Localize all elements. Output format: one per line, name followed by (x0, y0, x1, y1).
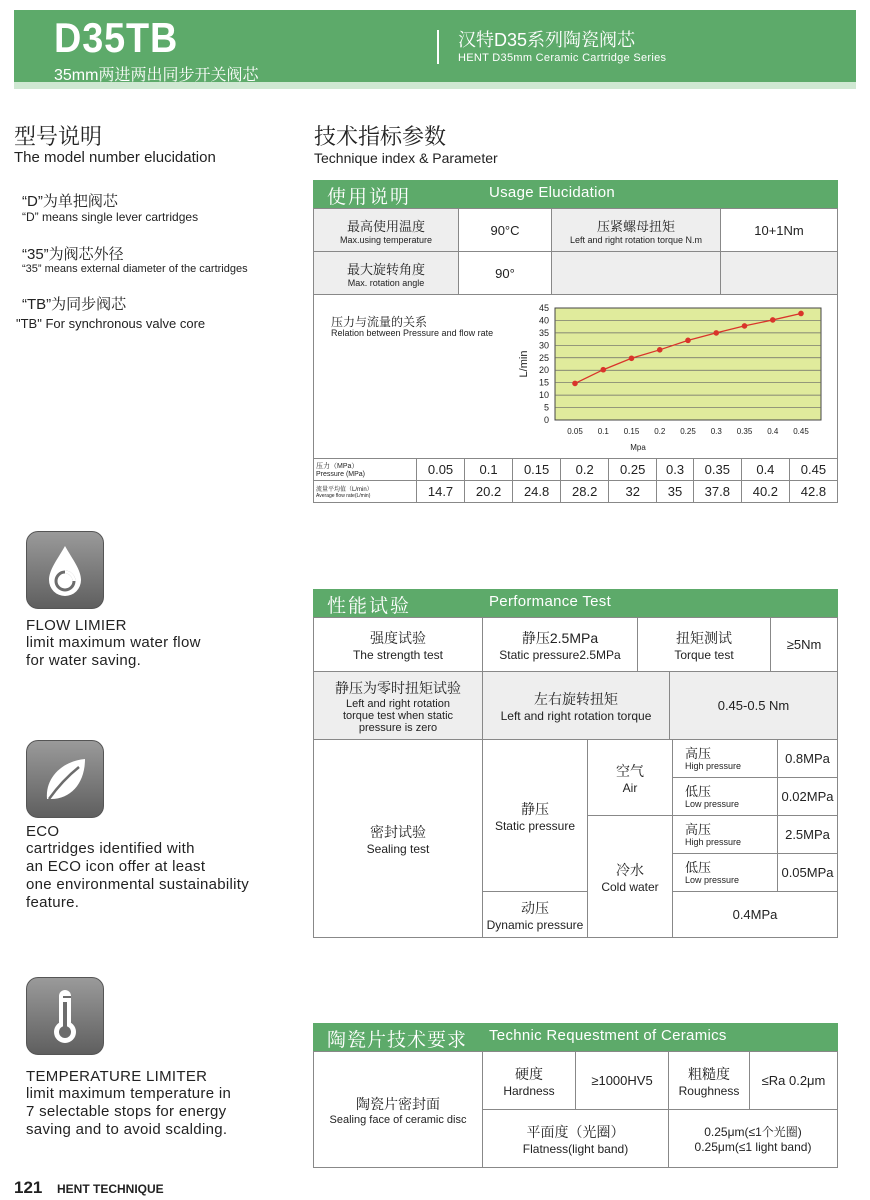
water-high-label: 高压 High pressure (673, 816, 778, 854)
flow-value: 37.8 (693, 481, 741, 503)
chart-title: 压力与流量的关系 (331, 315, 428, 329)
data-point (572, 381, 578, 387)
dynamic-cell: 动压 Dynamic pressure (483, 892, 588, 938)
pressure-value: 0.3 (657, 459, 694, 481)
angle-value: 90° (459, 252, 552, 295)
usage-table (313, 208, 838, 295)
flow-value: 40.2 (741, 481, 789, 503)
water-low-value: 0.05MPa (778, 854, 838, 892)
flatness-cell: 平面度（光圈） Flatness(light band) (483, 1110, 669, 1168)
torque-value: 10+1Nm (721, 209, 838, 252)
data-point (657, 347, 663, 353)
performance-bar-en: Performance Test (489, 593, 612, 610)
thermometer-icon (27, 978, 103, 1054)
lr-torque-value: 0.45-0.5 Nm (670, 672, 838, 740)
x-axis-label: Mpa (630, 443, 646, 452)
header-divider (437, 30, 439, 64)
model-section-title: 型号说明 (14, 124, 103, 149)
flow-value: 14.7 (417, 481, 465, 503)
usage-bar (313, 180, 838, 208)
tech-section-title: 技术指标参数 (314, 124, 447, 149)
model-item-en: “D” means single lever cartridges (22, 210, 199, 224)
usage-bar-cn: 使用说明 (327, 187, 412, 208)
air-low-label: 低压 Low pressure (673, 778, 778, 816)
roughness-cell: 粗糙度 Roughness (669, 1052, 750, 1110)
x-tick-label: 0.35 (736, 427, 753, 436)
flow-value: 24.8 (513, 481, 561, 503)
torque-label: 压紧螺母扭矩 Left and right rotation torque N.m (552, 209, 721, 252)
static-pressure-cell: 静压2.5MPa Static pressure2.5MPa (483, 618, 638, 672)
flow-value: 32 (609, 481, 657, 503)
water-high-value: 2.5MPa (778, 816, 838, 854)
y-tick-label: 40 (538, 315, 549, 326)
pressure-value: 0.2 (561, 459, 609, 481)
model-item-en: “35” means external diameter of the cartridges (22, 263, 248, 275)
max-temp-value: 90°C (459, 209, 552, 252)
data-point (629, 355, 635, 361)
pressure-value: 0.4 (741, 459, 789, 481)
pressure-value: 0.05 (417, 459, 465, 481)
flow-header: 流量平均值（L/min） Average flow rate(L/min) (314, 481, 417, 503)
data-point (713, 330, 719, 336)
lr-torque-cell: 左右旋转扭矩 Left and right rotation torque (483, 672, 670, 740)
sealing-test-cell: 密封试验 Sealing test (314, 740, 483, 938)
x-tick-label: 0.3 (710, 427, 722, 436)
tech-section-subtitle: Technique index & Parameter (314, 150, 498, 166)
air-low-value: 0.02MPa (778, 778, 838, 816)
empty-cell (721, 252, 838, 295)
temperature-badge (26, 977, 104, 1055)
performance-bar-cn: 性能试验 (327, 596, 412, 617)
hardness-value: ≥1000HV5 (576, 1052, 669, 1110)
data-point (742, 323, 748, 329)
y-axis-label: L/min (518, 350, 530, 378)
pressure-value: 0.15 (513, 459, 561, 481)
feature-desc: limit maximum water flow for water saving. (26, 634, 201, 669)
y-tick-label: 10 (538, 390, 549, 401)
pressure-value: 0.35 (693, 459, 741, 481)
flow-value: 20.2 (465, 481, 513, 503)
feature-title: TEMPERATURE LIMITER (26, 1068, 208, 1085)
ceramics-table (313, 1051, 838, 1168)
data-point (770, 317, 776, 323)
dynamic-value: 0.4MPa (673, 892, 838, 938)
y-tick-label: 35 (538, 327, 549, 338)
x-tick-label: 0.4 (767, 427, 779, 436)
footer-brand: HENT TECHNIQUE (57, 1182, 164, 1196)
eco-badge (26, 740, 104, 818)
x-tick-label: 0.2 (654, 427, 666, 436)
ceramics-bar-en: Technic Requestment of Ceramics (489, 1027, 727, 1044)
flow-limiter-badge (26, 531, 104, 609)
y-tick-label: 45 (538, 303, 549, 313)
model-item-cn: “TB”为同步阀芯 (22, 296, 127, 313)
leaf-icon (27, 741, 103, 817)
performance-table-mid (313, 671, 838, 740)
chart-subtitle: Relation between Pressure and flow rate (331, 328, 494, 338)
feature-desc: cartridges identified with an ECO icon offer at least one environmental sustainability feature. (26, 840, 250, 911)
pressure-header: 压力（MPa） Pressure (MPa) (314, 459, 417, 481)
sealing-face-cell: 陶瓷片密封面 Sealing face of ceramic disc (314, 1052, 483, 1168)
data-point (600, 367, 606, 373)
max-temp-label: 最高使用温度 Max.using temperature (314, 209, 459, 252)
strength-test-cell: 强度试验 The strength test (314, 618, 483, 672)
performance-table-top (313, 617, 838, 672)
feature-title: ECO (26, 823, 60, 840)
model-item-en: "TB" For synchronous valve core (16, 316, 206, 331)
pressure-value: 0.25 (609, 459, 657, 481)
data-point (798, 311, 804, 317)
cold-water-cell: 冷水 Cold water (588, 816, 673, 938)
sealing-table (313, 739, 838, 938)
x-tick-label: 0.1 (597, 427, 609, 436)
data-point (685, 338, 691, 344)
flatness-value: 0.25μm(≤1个光圈) 0.25μm(≤1 light band) (669, 1110, 838, 1168)
header-subtitle: 35mm两进两出同步开关阀芯 (54, 67, 259, 84)
plot-area (555, 308, 821, 420)
pressure-flow-chart (505, 298, 835, 453)
usage-bar-en: Usage Elucidation (489, 184, 616, 201)
model-code: D35TB (54, 14, 179, 61)
flow-table (313, 458, 838, 503)
air-cell: 空气 Air (588, 740, 673, 816)
angle-label: 最大旋转角度 Max. rotation angle (314, 252, 459, 295)
air-high-label: 高压 High pressure (673, 740, 778, 778)
y-tick-label: 5 (543, 402, 549, 413)
model-section-subtitle: The model number elucidation (14, 149, 216, 166)
flow-value: 35 (657, 481, 694, 503)
pressure-value: 0.45 (789, 459, 837, 481)
x-tick-label: 0.45 (793, 427, 809, 436)
ceramics-bar (313, 1023, 838, 1051)
model-item-cn: “D”为单把阀芯 (22, 193, 118, 210)
y-tick-label: 30 (538, 340, 549, 351)
torque-test-value: ≥5Nm (771, 618, 838, 672)
y-tick-label: 20 (538, 365, 549, 376)
water-drop-icon (27, 532, 103, 608)
x-tick-label: 0.15 (623, 427, 640, 436)
series-title-en: HENT D35mm Ceramic Cartridge Series (458, 52, 667, 64)
air-high-value: 0.8MPa (778, 740, 838, 778)
torque-test-cell: 扭矩测试 Torque test (638, 618, 771, 672)
feature-desc: limit maximum temperature in 7 selectable stops for energy saving and to avoid scalding. (26, 1085, 232, 1138)
static-cell: 静压 Static pressure (483, 740, 588, 892)
water-low-label: 低压 Low pressure (673, 854, 778, 892)
page-number: 121 (14, 1178, 43, 1197)
x-tick-label: 0.25 (680, 427, 696, 436)
series-title-cn: 汉特D35系列陶瓷阀芯 (458, 30, 636, 50)
y-tick-label: 25 (538, 352, 549, 363)
x-tick-label: 0.05 (567, 427, 583, 436)
y-tick-label: 0 (543, 415, 549, 425)
roughness-value: ≤Ra 0.2μm (750, 1052, 838, 1110)
zero-torque-cell: 静压为零时扭矩试验 Left and right rotation torque test when static pressure is zero (314, 672, 483, 740)
performance-bar (313, 589, 838, 617)
y-tick-label: 15 (538, 377, 549, 388)
flow-value: 28.2 (561, 481, 609, 503)
feature-title: FLOW LIMIER (26, 617, 127, 634)
hardness-cell: 硬度 Hardness (483, 1052, 576, 1110)
model-item-cn: “35”为阀芯外径 (22, 246, 124, 263)
empty-cell (552, 252, 721, 295)
pressure-value: 0.1 (465, 459, 513, 481)
ceramics-bar-cn: 陶瓷片技术要求 (327, 1030, 468, 1051)
flow-value: 42.8 (789, 481, 837, 503)
